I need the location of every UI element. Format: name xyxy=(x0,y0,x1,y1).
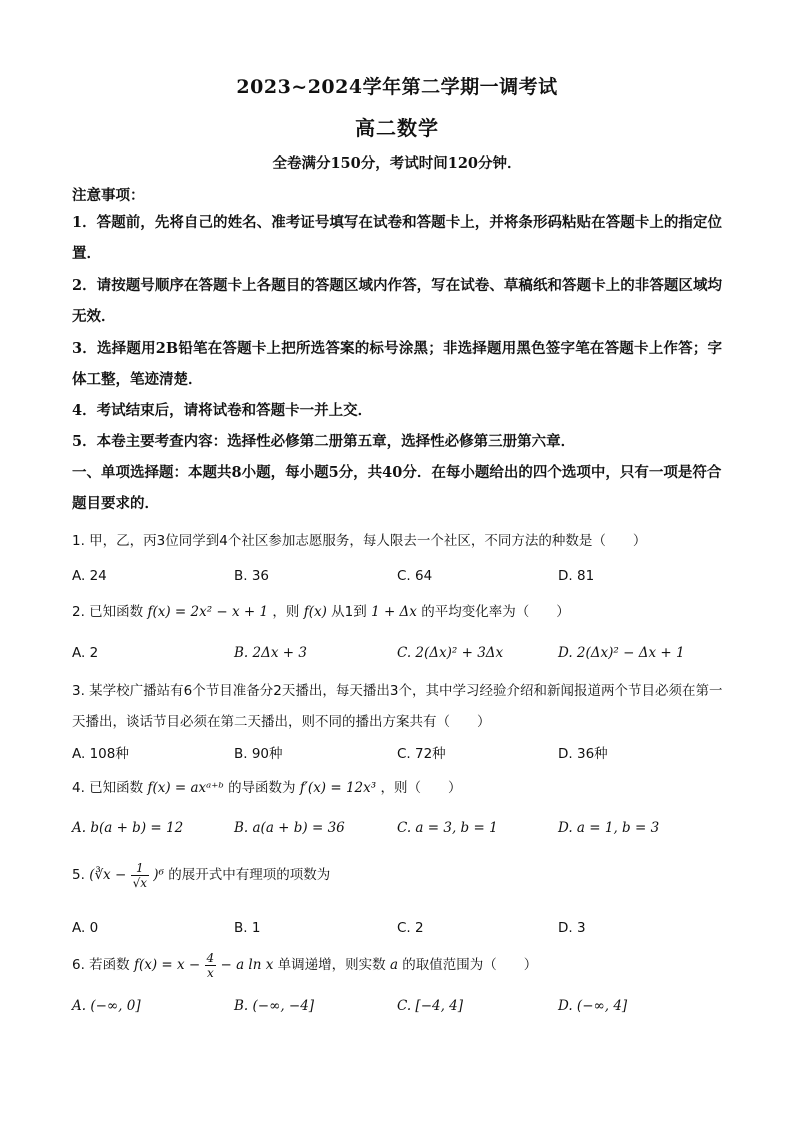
question-6-text-b: 单调递增，则实数 xyxy=(277,957,386,973)
question-5-text-b: 的展开式中有理项的项数为 xyxy=(168,867,331,883)
option-b[interactable]: B. 2Δx + 3 xyxy=(234,645,307,661)
notice-item-4: 4．考试结束后，请将试卷和答题卡一并上交． xyxy=(72,402,373,419)
option-c[interactable]: C. a = 3, b = 1 xyxy=(397,820,498,836)
option-d[interactable]: D. 3 xyxy=(558,920,586,936)
question-4-options xyxy=(72,820,722,844)
question-5-options xyxy=(72,920,722,944)
question-2-options xyxy=(72,645,722,669)
option-a[interactable]: A. 2 xyxy=(72,645,99,661)
option-c[interactable]: C. 72种 xyxy=(397,746,446,762)
notice-heading: 注意事项： xyxy=(72,187,145,204)
question-4-text-b: 的导函数为 xyxy=(228,780,296,796)
question-2-function: f(x) = 2x² − x + 1 xyxy=(147,604,269,620)
fraction-denominator: x xyxy=(206,965,214,980)
question-5-expr-right: )⁶ xyxy=(153,867,164,883)
exam-title: 2023~2024学年第二学期一调考试 xyxy=(236,76,558,98)
question-3-options xyxy=(72,742,722,766)
question-5-fraction xyxy=(131,861,149,890)
question-6-text-a: 6. 若函数 xyxy=(72,957,130,973)
notice-item-5: 5．本卷主要考查内容：选择性必修第二册第五章，选择性必修第三册第六章． xyxy=(72,433,576,450)
option-a[interactable]: A. 108种 xyxy=(72,746,129,762)
question-2 xyxy=(72,597,727,628)
option-b[interactable]: B. 90种 xyxy=(234,746,283,762)
question-6-expr-right: − a ln x xyxy=(220,957,274,973)
option-a[interactable]: A. 0 xyxy=(72,920,99,936)
exam-subject: 高二数学 xyxy=(355,116,439,140)
fraction-numerator: 4 xyxy=(206,950,215,965)
question-4 xyxy=(72,773,727,804)
question-2-upper-bound: 1 + Δx xyxy=(371,604,417,620)
option-b[interactable]: B. (−∞, −4] xyxy=(234,998,315,1014)
question-4-text-c: ，则（ ） xyxy=(380,780,462,796)
question-2-fx: f(x) xyxy=(303,604,327,620)
question-1: 1. 甲，乙，丙3位同学到4个社区参加志愿服务，每人限去一个社区，不同方法的种数是（ ） xyxy=(72,533,647,549)
question-6 xyxy=(72,950,727,981)
question-3: 3. 某学校广播站有6个节目准备分2天播出，每天播出3个，其中学习经验介绍和新闻报道两个节目必须在第一天播出，谈话节目必须在第二天播出，则不同的播出方案共有（ ） xyxy=(72,683,723,730)
question-5-number: 5. xyxy=(72,867,85,883)
question-5-expr-left: (∛x − xyxy=(89,867,127,883)
option-a[interactable]: A. 24 xyxy=(72,568,107,584)
question-1-options xyxy=(72,568,722,592)
question-6-variable: a xyxy=(389,957,398,973)
fraction-numerator: 1 xyxy=(131,861,149,876)
section-title: 一、单项选择题：本题共8小题，每小题5分，共40分．在每小题给出的四个选项中，只有一项是符合题目要求的． xyxy=(72,464,722,512)
question-6-expr-left: f(x) = x − xyxy=(133,957,201,973)
question-2-text-d: 的平均变化率为（ ） xyxy=(421,604,570,620)
option-c[interactable]: C. 2 xyxy=(397,920,424,936)
option-a[interactable]: A. b(a + b) = 12 xyxy=(72,820,184,836)
question-2-text-b: ，则 xyxy=(272,604,300,620)
fraction-denominator: √x xyxy=(132,875,147,890)
question-6-fraction xyxy=(205,951,217,980)
option-b[interactable]: B. 36 xyxy=(234,568,270,584)
question-4-function: f(x) = axᵃ⁺ᵇ xyxy=(147,780,224,796)
question-6-text-c: 的取值范围为（ ） xyxy=(402,957,538,973)
exam-info: 全卷满分150分，考试时间120分钟． xyxy=(272,155,522,172)
question-4-derivative: f′(x) = 12x³ xyxy=(299,780,377,796)
option-c[interactable]: C. 64 xyxy=(397,568,433,584)
option-d[interactable]: D. (−∞, 4] xyxy=(558,998,628,1014)
notice-item-1: 1．答题前，先将自己的姓名、准考证号填写在试卷和答题卡上，并将条形码粘贴在答题卡上的指定位置． xyxy=(72,214,722,262)
option-b[interactable]: B. 1 xyxy=(234,920,261,936)
option-a[interactable]: A. (−∞, 0] xyxy=(72,998,141,1014)
option-d[interactable]: D. 2(Δx)² − Δx + 1 xyxy=(558,645,685,661)
option-c[interactable]: C. 2(Δx)² + 3Δx xyxy=(397,645,504,661)
question-6-options xyxy=(72,998,722,1022)
option-d[interactable]: D. a = 1, b = 3 xyxy=(558,820,660,836)
question-2-text-a: 2. 已知函数 xyxy=(72,604,144,620)
option-d[interactable]: D. 81 xyxy=(558,568,595,584)
question-5 xyxy=(72,860,727,891)
option-d[interactable]: D. 36种 xyxy=(558,746,608,762)
notice-item-3: 3．选择题用2B铅笔在答题卡上把所选答案的标号涂黑；非选择题用黑色签字笔在答题卡上作答；字体工整，笔迹清楚． xyxy=(72,340,722,388)
option-c[interactable]: C. [−4, 4] xyxy=(397,998,464,1014)
notice-item-2: 2．请按题号顺序在答题卡上各题目的答题区域内作答，写在试卷、草稿纸和答题卡上的非答题区域均无效． xyxy=(72,277,722,325)
question-2-text-c: 从1到 xyxy=(331,604,367,620)
option-b[interactable]: B. a(a + b) = 36 xyxy=(234,820,345,836)
question-4-text-a: 4. 已知函数 xyxy=(72,780,144,796)
